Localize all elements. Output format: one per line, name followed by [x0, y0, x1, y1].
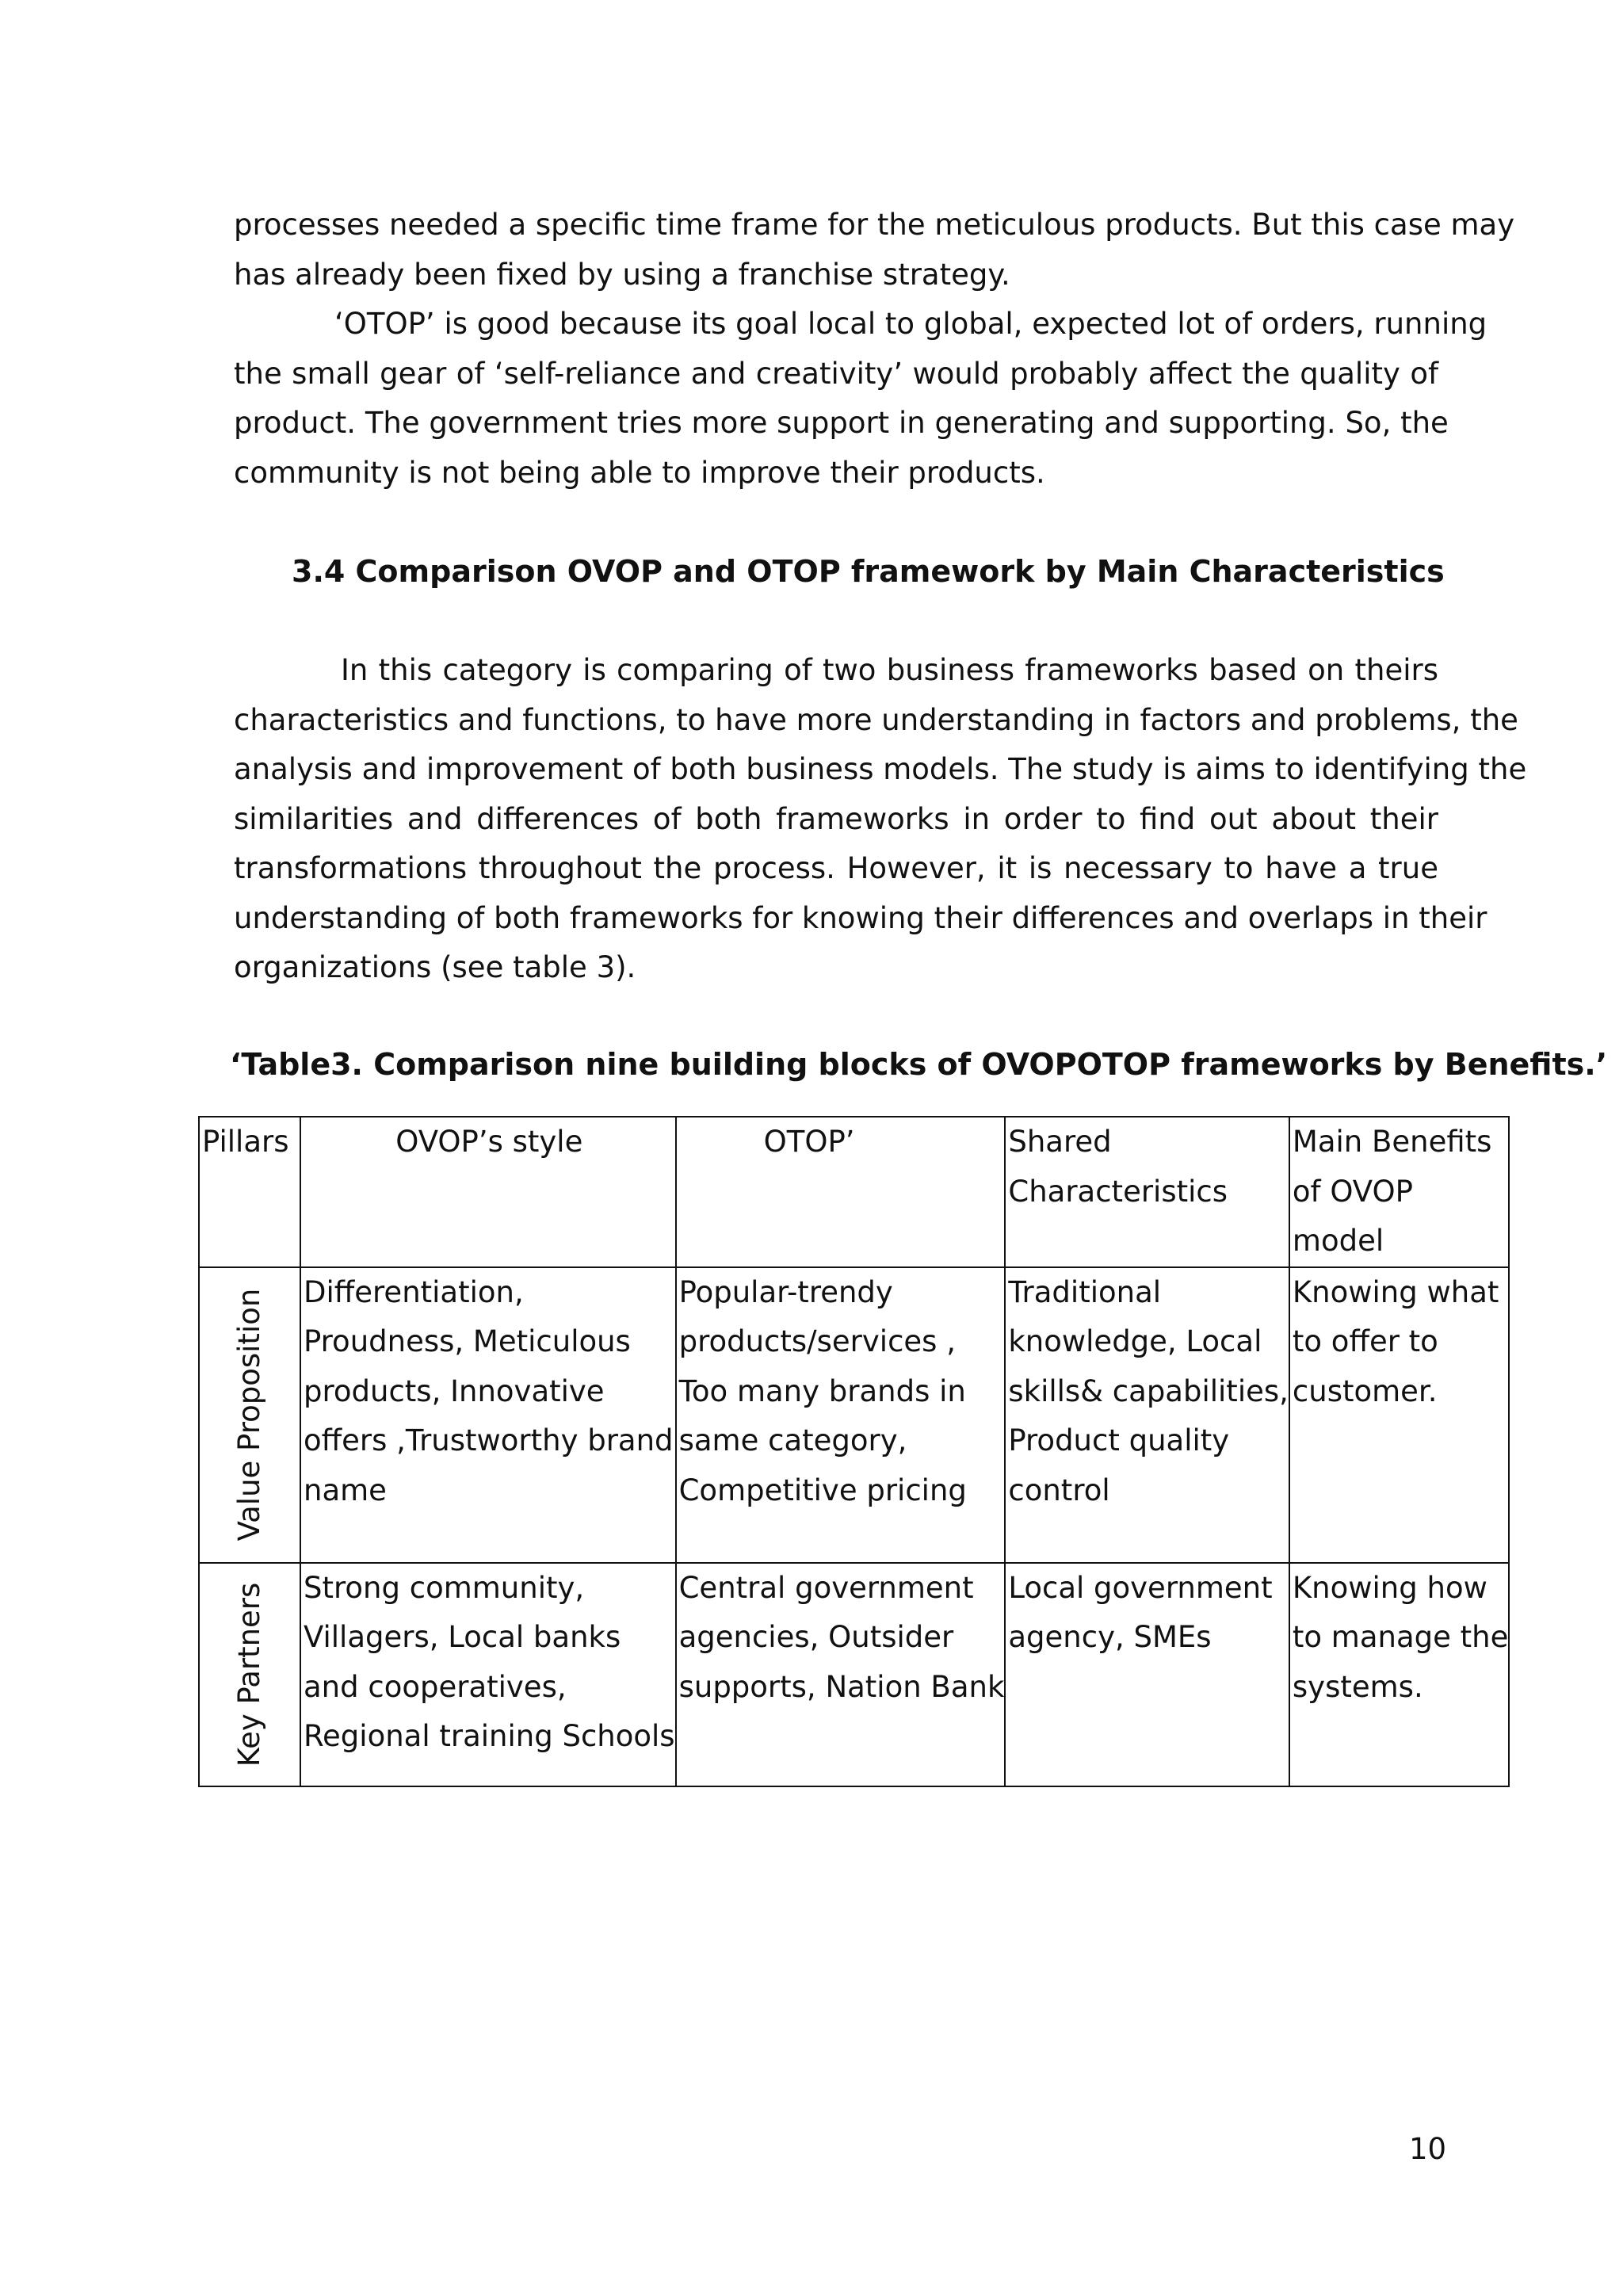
otop-paragraph — [234, 300, 1487, 498]
text-line: ‘OTOP’ is good because its goal local to global, expected lot of orders, running — [334, 307, 1487, 341]
cell-line: Regional training Schools — [304, 1719, 675, 1753]
cell-line: and cooperatives, — [304, 1669, 567, 1704]
text-line: processes needed a specific time frame for the meticulous products. But this case may — [234, 208, 1515, 242]
text-line: understanding of both frameworks for knowing their differences and overlaps in their — [234, 900, 1487, 935]
category-paragraph — [234, 646, 1527, 993]
pillar-cell — [199, 1563, 300, 1786]
pillar-cell — [199, 1267, 300, 1563]
pillar-label: Key Partners — [232, 1582, 266, 1767]
cell-line: Knowing how — [1292, 1570, 1487, 1605]
shared-cell — [1005, 1563, 1289, 1786]
pillar-label: Value Proposition — [232, 1288, 266, 1541]
text-line: In this category is comparing of two business frameworks based on theirs — [341, 653, 1438, 687]
text-line: organizations (see table 3). — [234, 950, 636, 984]
benefits-cell — [1289, 1563, 1509, 1786]
header-line: Characteristics — [1008, 1174, 1228, 1209]
header-line: Main Benefits — [1292, 1125, 1492, 1159]
text-line: analysis and improvement of both business models. The study is aims to identifying the — [234, 752, 1527, 786]
cell-line: Traditional — [1008, 1274, 1162, 1309]
header-line: of OVOP — [1292, 1174, 1413, 1209]
otop-cell — [676, 1563, 1006, 1786]
ovop-cell — [300, 1267, 676, 1563]
table-row — [199, 1563, 1509, 1786]
cell-line: offers ,Trustworthy brand — [304, 1423, 674, 1457]
ovop-cell — [300, 1563, 676, 1786]
cell-line: name — [304, 1473, 387, 1507]
shared-cell — [1005, 1267, 1289, 1563]
cell-line: control — [1008, 1473, 1110, 1507]
cell-line: Differentiation, — [304, 1274, 524, 1309]
cell-line: Competitive pricing — [678, 1473, 967, 1507]
header-line: Shared — [1008, 1125, 1112, 1159]
cell-line: same category, — [678, 1423, 907, 1457]
cell-line: Central government — [678, 1570, 974, 1605]
cell-line: Knowing what — [1292, 1274, 1499, 1309]
cell-line: knowledge, Local — [1008, 1324, 1262, 1358]
text-line: characteristics and functions, to have more understanding in factors and problems, the — [234, 702, 1518, 737]
header-shared-characteristics — [1005, 1117, 1289, 1267]
table-caption: ‘Table3. Comparison nine building blocks of OVOPOTOP frameworks by Benefits.’ — [230, 1047, 1608, 1082]
cell-line: Villagers, Local banks — [304, 1620, 621, 1654]
cell-line: supports, Nation Bank — [678, 1669, 1005, 1704]
comparison-table — [198, 1116, 1510, 1787]
cell-line: Popular-trendy — [678, 1274, 893, 1309]
cell-line: agencies, Outsider — [678, 1620, 954, 1654]
text-line: similarities and differences of both frameworks in order to find out about their — [234, 801, 1438, 836]
cell-line: systems. — [1292, 1669, 1423, 1704]
otop-cell — [676, 1267, 1006, 1563]
header-ovop-style: OVOP’s style — [300, 1117, 676, 1267]
section-heading: 3.4 Comparison OVOP and OTOP framework by Main Characteristics — [292, 554, 1445, 589]
header-pillars: Pillars — [199, 1117, 300, 1267]
text-line: the small gear of ‘self-reliance and creativity’ would probably affect the quality of — [234, 356, 1438, 391]
header-line: model — [1292, 1224, 1384, 1258]
cell-line: customer. — [1292, 1373, 1438, 1408]
benefits-cell — [1289, 1267, 1509, 1563]
header-main-benefits — [1289, 1117, 1509, 1267]
cell-line: skills& capabilities, — [1008, 1373, 1289, 1408]
cell-line: Product quality — [1008, 1423, 1230, 1457]
text-line: product. The government tries more support in generating and supporting. So, the — [234, 406, 1449, 440]
page-number: 10 — [1409, 2132, 1447, 2166]
table-header-row — [199, 1117, 1509, 1267]
intro-paragraph — [234, 201, 1515, 300]
table-row — [199, 1267, 1509, 1563]
text-line: has already been fixed by using a franchise strategy. — [234, 257, 1010, 292]
cell-line: Too many brands in — [678, 1373, 966, 1408]
cell-line: Proudness, Meticulous — [304, 1324, 631, 1358]
cell-line: to manage the — [1292, 1620, 1509, 1654]
cell-line: to offer to — [1292, 1324, 1438, 1358]
text-line: transformations throughout the process. However, it is necessary to have a true — [234, 851, 1438, 885]
header-otop: OTOP’ — [676, 1117, 1006, 1267]
cell-line: products/services , — [678, 1324, 956, 1358]
cell-line: Strong community, — [304, 1570, 585, 1605]
cell-line: agency, SMEs — [1008, 1620, 1212, 1654]
cell-line: Local government — [1008, 1570, 1273, 1605]
text-line: community is not being able to improve their products. — [234, 455, 1045, 490]
cell-line: products, Innovative — [304, 1373, 605, 1408]
